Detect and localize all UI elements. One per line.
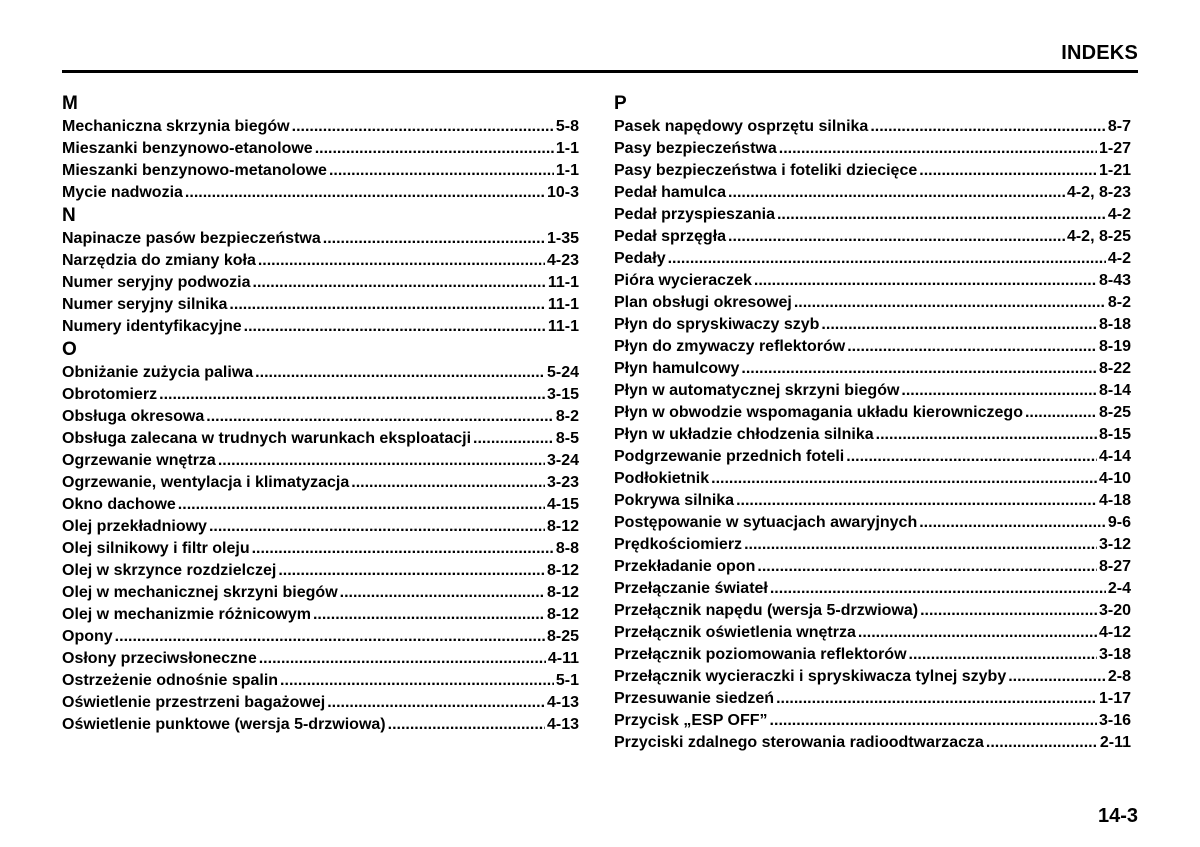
index-page-ref: 11-1 [547, 274, 579, 291]
index-term: Przełącznik poziomowania reflektorów [614, 646, 907, 663]
index-page-ref: 5-1 [555, 672, 579, 689]
index-page-ref: 8-25 [1098, 404, 1131, 421]
index-term: Numer seryjny podwozia [62, 274, 251, 291]
dot-leader [351, 472, 545, 494]
index-page-ref: 4-2, 8-23 [1066, 184, 1131, 201]
index-term: Pasy bezpieczeństwa i foteliki dziecięce [614, 162, 918, 179]
index-column-left [62, 92, 579, 736]
index-page-ref: 9-6 [1107, 514, 1131, 531]
index-entry [614, 600, 1131, 622]
dot-leader [253, 272, 546, 294]
index-term: Przełącznik wycieraczki i spryskiwacza tylnej szyby [614, 668, 1007, 685]
index-entry [614, 402, 1131, 424]
dot-leader [255, 362, 545, 384]
index-term: Olej w mechanizmie różnicowym [62, 606, 311, 623]
index-page-ref: 4-13 [546, 694, 579, 711]
index-page-ref: 11-1 [547, 318, 579, 335]
index-term: Pokrywa silnika [614, 492, 735, 509]
index-entry [614, 336, 1131, 358]
index-entry [62, 250, 579, 272]
index-page-ref: 8-19 [1098, 338, 1131, 355]
index-page-ref: 3-16 [1098, 712, 1131, 729]
index-entry [62, 116, 579, 138]
dot-leader [340, 582, 545, 604]
index-entry [62, 362, 579, 384]
index-entry [62, 182, 579, 204]
index-term: Pasy bezpieczeństwa [614, 140, 777, 157]
index-page-ref: 8-18 [1098, 316, 1131, 333]
index-term: Podłokietnik [614, 470, 710, 487]
index-term: Mycie nadwozia [62, 184, 183, 201]
dot-leader [876, 424, 1097, 446]
index-page-ref: 10-3 [546, 184, 579, 201]
index-term: Plan obsługi okresowej [614, 294, 792, 311]
page-number: 14-3 [1097, 805, 1138, 827]
dot-leader [909, 644, 1097, 666]
index-term: Przycisk „ESP OFF” [614, 712, 768, 729]
dot-leader [794, 292, 1106, 314]
index-entry [614, 204, 1131, 226]
index-entry [614, 160, 1131, 182]
index-page-ref: 3-15 [546, 386, 579, 403]
index-page-ref: 3-20 [1098, 602, 1131, 619]
index-page-ref: 4-10 [1098, 470, 1131, 487]
index-term: Napinacze pasów bezpieczeństwa [62, 230, 321, 247]
dot-leader [757, 556, 1097, 578]
index-term: Pedał hamulca [614, 184, 727, 201]
index-term: Opony [62, 628, 113, 645]
index-term: Ogrzewanie, wentylacja i klimatyzacja [62, 474, 350, 491]
dot-leader [206, 406, 554, 428]
index-term: Osłony przeciwsłoneczne [62, 650, 257, 667]
index-entry [62, 450, 579, 472]
index-page-ref: 5-8 [555, 118, 579, 135]
index-term: Przesuwanie siedzeń [614, 690, 775, 707]
dot-leader [292, 116, 554, 138]
dot-leader [1025, 402, 1097, 424]
index-entry [614, 732, 1131, 754]
index-page-ref: 8-27 [1098, 558, 1131, 575]
index-term: Ogrzewanie wnętrza [62, 452, 216, 469]
dot-leader [178, 494, 545, 516]
index-page-ref: 2-11 [1099, 734, 1131, 751]
dot-leader [728, 226, 1065, 248]
index-entry [62, 582, 579, 604]
index-entry [614, 270, 1131, 292]
dot-leader [777, 204, 1106, 226]
index-entry [614, 424, 1131, 446]
dot-leader [1008, 666, 1106, 688]
page-header-title: INDEKS [1061, 42, 1138, 64]
index-term: Oświetlenie przestrzeni bagażowej [62, 694, 326, 711]
index-term: Olej w mechanicznej skrzyni biegów [62, 584, 338, 601]
index-page-ref: 3-18 [1098, 646, 1131, 663]
index-page-ref: 4-12 [1098, 624, 1131, 641]
index-page-ref: 8-2 [555, 408, 579, 425]
dot-leader [728, 182, 1065, 204]
index-entry [614, 116, 1131, 138]
dot-leader [473, 428, 554, 450]
dot-leader [229, 294, 545, 316]
dot-leader [711, 468, 1097, 490]
index-entry [614, 226, 1131, 248]
index-entry [62, 648, 579, 670]
dot-leader [919, 512, 1106, 534]
index-page-ref: 8-12 [546, 606, 579, 623]
index-page-ref: 8-25 [546, 628, 579, 645]
index-page-ref: 8-7 [1107, 118, 1131, 135]
index-term: Olej przekładniowy [62, 518, 207, 535]
dot-leader [244, 316, 546, 338]
dot-leader [323, 228, 545, 250]
dot-leader [280, 670, 554, 692]
index-entry [614, 292, 1131, 314]
index-page-ref: 4-23 [546, 252, 579, 269]
index-term: Pedał sprzęgła [614, 228, 727, 245]
index-term: Pióra wycieraczek [614, 272, 752, 289]
index-term: Przyciski zdalnego sterowania radioodtwarzacza [614, 734, 984, 751]
dot-leader [776, 688, 1097, 710]
index-term: Obsługa okresowa [62, 408, 205, 425]
index-term: Pasek napędowy osprzętu silnika [614, 118, 869, 135]
index-page-ref: 8-22 [1098, 360, 1131, 377]
index-page-ref: 1-1 [555, 162, 579, 179]
index-entry [614, 688, 1131, 710]
dot-leader [847, 336, 1097, 358]
index-entry [614, 622, 1131, 644]
dot-leader [821, 314, 1097, 336]
index-page-ref: 8-15 [1098, 426, 1131, 443]
index-term: Obniżanie zużycia paliwa [62, 364, 254, 381]
index-term: Postępowanie w sytuacjach awaryjnych [614, 514, 918, 531]
dot-leader [159, 384, 545, 406]
dot-leader [870, 116, 1106, 138]
index-term: Obrotomierz [62, 386, 158, 403]
index-page-ref: 2-8 [1107, 668, 1131, 685]
dot-leader [388, 714, 545, 736]
index-entry [62, 384, 579, 406]
dot-leader [259, 648, 546, 670]
index-entry [614, 534, 1131, 556]
dot-leader [258, 250, 545, 272]
dot-leader [209, 516, 545, 538]
index-page-ref: 4-2, 8-25 [1066, 228, 1131, 245]
dot-leader [770, 578, 1106, 600]
index-term: Ostrzeżenie odnośnie spalin [62, 672, 279, 689]
index-term: Mieszanki benzynowo-etanolowe [62, 140, 313, 157]
index-page-ref: 3-24 [546, 452, 579, 469]
dot-leader [986, 732, 1098, 754]
index-entry [62, 472, 579, 494]
dot-leader [185, 182, 545, 204]
index-entry [62, 626, 579, 648]
index-entry [614, 446, 1131, 468]
index-page-ref: 3-12 [1098, 536, 1131, 553]
index-entry [62, 316, 579, 338]
index-entry [614, 490, 1131, 512]
index-term: Pedały [614, 250, 666, 267]
index-entry [62, 428, 579, 450]
index-term: Mechaniczna skrzynia biegów [62, 118, 290, 135]
index-term: Okno dachowe [62, 496, 176, 513]
index-entry [62, 228, 579, 250]
index-page-ref: 8-14 [1098, 382, 1131, 399]
index-entry [62, 272, 579, 294]
section-letter: P [614, 93, 627, 114]
index-term: Numer seryjny silnika [62, 296, 228, 313]
dot-leader [741, 358, 1097, 380]
index-entry [62, 406, 579, 428]
dot-leader [744, 534, 1097, 556]
index-page-ref: 8-12 [546, 518, 579, 535]
index-page-ref: 4-14 [1098, 448, 1131, 465]
header-rule [62, 70, 1138, 73]
index-entry [614, 666, 1131, 688]
index-entry [614, 358, 1131, 380]
index-term: Przełączanie świateł [614, 580, 768, 597]
index-page-ref: 8-12 [546, 584, 579, 601]
index-entry [62, 160, 579, 182]
dot-leader [736, 490, 1097, 512]
index-entry [614, 314, 1131, 336]
index-entry [62, 294, 579, 316]
index-page-ref: 3-23 [546, 474, 579, 491]
dot-leader [920, 600, 1097, 622]
index-page-ref: 4-15 [546, 496, 579, 513]
dot-leader [919, 160, 1097, 182]
index-term: Narzędzia do zmiany koła [62, 252, 256, 269]
index-term: Przełącznik napędu (wersja 5-drzwiowa) [614, 602, 919, 619]
index-entry [614, 380, 1131, 402]
index-term: Olej silnikowy i filtr oleju [62, 540, 250, 557]
index-entry [62, 714, 579, 736]
index-page-ref: 8-2 [1107, 294, 1131, 311]
index-page-ref: 4-13 [546, 716, 579, 733]
index-page-ref: 11-1 [547, 296, 579, 313]
index-entry [614, 644, 1131, 666]
dot-leader [218, 450, 545, 472]
index-term: Przełącznik oświetlenia wnętrza [614, 624, 856, 641]
index-entry [614, 138, 1131, 160]
index-entry [614, 556, 1131, 578]
index-entry [614, 578, 1131, 600]
index-term: Płyn w obwodzie wspomagania układu kierowniczego [614, 404, 1023, 421]
dot-leader [901, 380, 1097, 402]
index-page-ref: 1-27 [1098, 140, 1131, 157]
index-page-ref: 8-8 [555, 540, 579, 557]
index-page-ref: 4-2 [1107, 250, 1131, 267]
section-letter: N [62, 205, 76, 226]
index-term: Olej w skrzynce rozdzielczej [62, 562, 277, 579]
index-entry [614, 710, 1131, 732]
index-entry [62, 670, 579, 692]
section-letter: O [62, 339, 77, 360]
section-letter: M [62, 93, 78, 114]
index-term: Obsługa zalecana w trudnych warunkach eksploatacji [62, 430, 472, 447]
dot-leader [327, 692, 545, 714]
index-entry [62, 494, 579, 516]
dot-leader [858, 622, 1097, 644]
dot-leader [313, 604, 545, 626]
index-term: Mieszanki benzynowo-metanolowe [62, 162, 327, 179]
index-page-ref: 5-24 [546, 364, 579, 381]
index-page-ref: 8-12 [546, 562, 579, 579]
index-entry [614, 248, 1131, 270]
index-entry [62, 560, 579, 582]
index-term: Płyn do spryskiwaczy szyb [614, 316, 820, 333]
index-term: Numery identyfikacyjne [62, 318, 242, 335]
index-page-ref: 8-5 [555, 430, 579, 447]
index-entry [62, 604, 579, 626]
dot-leader [252, 538, 554, 560]
dot-leader [846, 446, 1097, 468]
index-term: Pedał przyspieszania [614, 206, 775, 223]
index-entry [614, 468, 1131, 490]
dot-leader [668, 248, 1106, 270]
dot-leader [779, 138, 1097, 160]
index-term: Płyn hamulcowy [614, 360, 740, 377]
index-entry [614, 512, 1131, 534]
index-entry [62, 138, 579, 160]
index-page-ref: 1-1 [555, 140, 579, 157]
index-page-ref: 4-2 [1107, 206, 1131, 223]
index-term: Płyn do zmywaczy reflektorów [614, 338, 846, 355]
dot-leader [278, 560, 545, 582]
index-term: Podgrzewanie przednich foteli [614, 448, 845, 465]
dot-leader [329, 160, 554, 182]
dot-leader [315, 138, 554, 160]
index-page-ref: 1-17 [1098, 690, 1131, 707]
index-page-ref: 1-21 [1098, 162, 1131, 179]
index-column-right [614, 92, 1131, 754]
index-page-ref: 8-43 [1098, 272, 1131, 289]
index-entry [62, 692, 579, 714]
index-entry [614, 182, 1131, 204]
index-page-ref: 4-18 [1098, 492, 1131, 509]
index-entry [62, 516, 579, 538]
index-term: Przekładanie opon [614, 558, 756, 575]
index-page-ref: 2-4 [1107, 580, 1131, 597]
index-page-ref: 1-35 [546, 230, 579, 247]
index-term: Prędkościomierz [614, 536, 743, 553]
index-entry [62, 538, 579, 560]
dot-leader [770, 710, 1097, 732]
index-term: Oświetlenie punktowe (wersja 5-drzwiowa) [62, 716, 386, 733]
dot-leader [754, 270, 1097, 292]
index-term: Płyn w układzie chłodzenia silnika [614, 426, 874, 443]
index-page-ref: 4-11 [547, 650, 579, 667]
dot-leader [115, 626, 545, 648]
index-term: Płyn w automatycznej skrzyni biegów [614, 382, 900, 399]
